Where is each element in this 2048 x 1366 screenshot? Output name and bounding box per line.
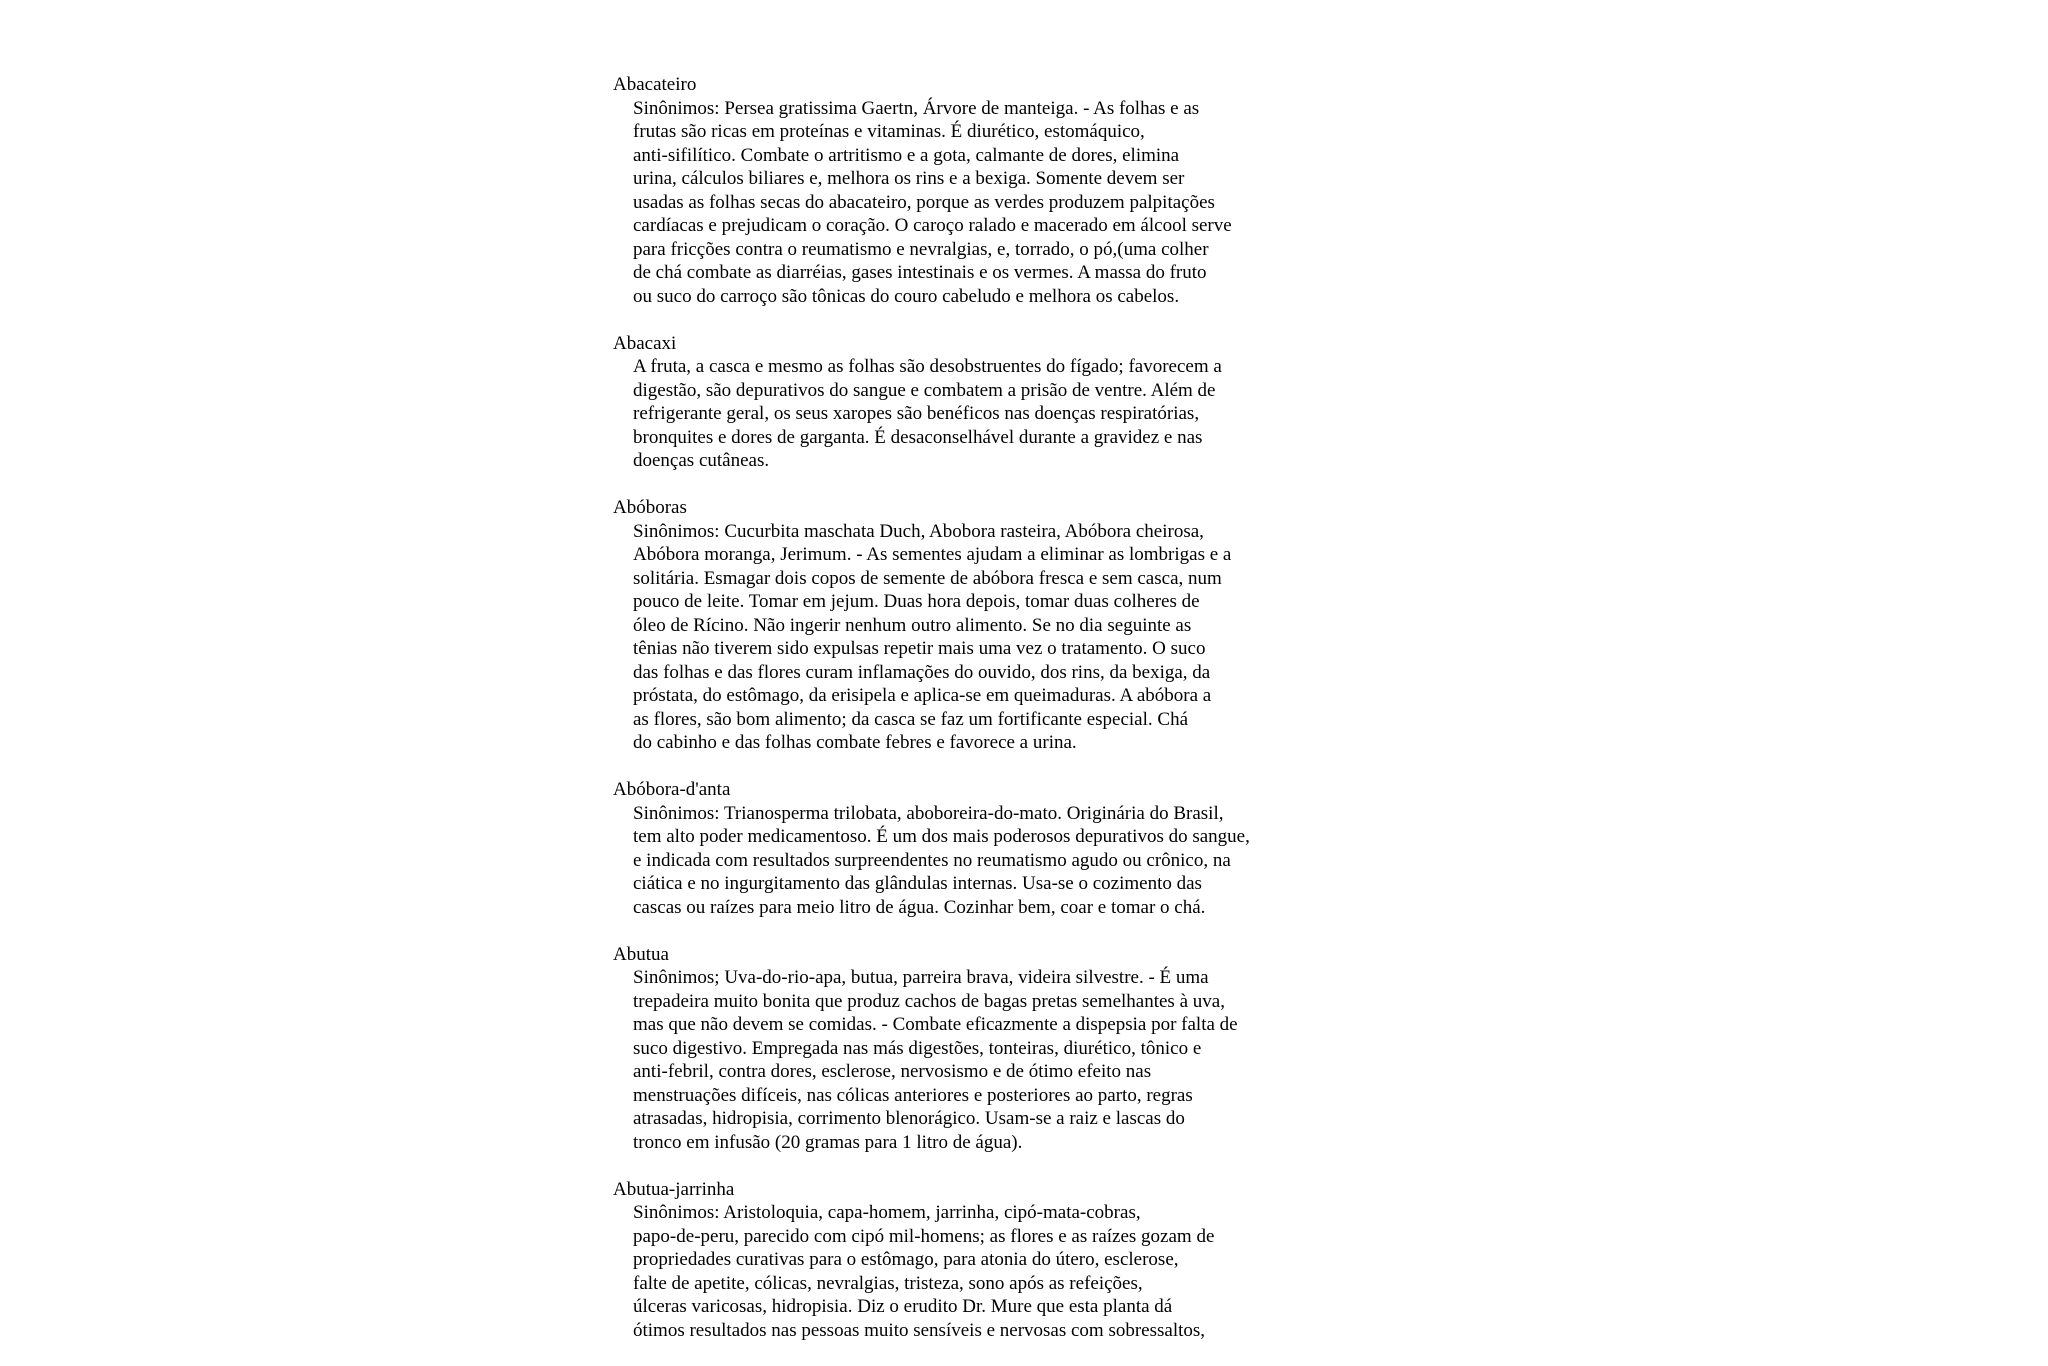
entry-text-line: Abóbora moranga, Jerimum. - As sementes ajudam a eliminar as lombrigas e a [633,544,1232,565]
entry-body [613,966,1433,1154]
entry-text-line: das folhas e das flores curam inflamações do ouvido, dos rins, da bexiga, da [633,661,1211,683]
entry-text-line: solitária. Esmagar dois copos de semente de abóbora fresca e sem casca, num [633,567,1222,589]
entry-text-line: óleo de Rícino. Não ingerir nenhum outro alimento. Se no dia seguinte as [633,614,1192,636]
entry-text-line: tênias não tiverem sido expulsas repetir mais uma vez o tratamento. O suco [633,638,1206,659]
entry-text-line: tronco em infusão (20 gramas para 1 litro de água). [633,1131,1023,1153]
plant-entry [613,496,1433,755]
entry-title: Abacaxi [613,332,677,354]
plant-entry [613,73,1433,308]
entry-text-line: próstata, do estômago, da erisipela e aplica-se em queimaduras. A abóbora a [633,685,1212,706]
entry-text-line: A fruta, a casca e mesmo as folhas são desobstruentes do fígado; favorecem a [633,356,1222,377]
plant-entry [613,332,1433,473]
entry-text-line: cardíacas e prejudicam o coração. O caroço ralado e macerado em álcool serve [633,215,1232,236]
entry-text-line: e indicada com resultados surpreendentes no reumatismo agudo ou crônico, na [633,849,1231,871]
entry-text-line: Sinônimos: Trianosperma trilobata, aboboreira-do-mato. Originária do Brasil, [633,802,1224,824]
entry-text-line: Sinônimos: Aristoloquia, capa-homem, jarrinha, cipó-mata-cobras, [633,1202,1141,1223]
entry-body [613,355,1433,473]
document-page [613,73,1433,1366]
entry-text-line: doenças cutâneas. [633,450,770,471]
entry-text-line: frutas são ricas em proteínas e vitaminas. É diurético, estomáquico, [633,121,1145,142]
entry-text-line: urina, cálculos biliares e, melhora os rins e a bexiga. Somente devem ser [633,168,1185,189]
entry-text-line: anti-sifilítico. Combate o artritismo e a gota, calmante de dores, elimina [633,144,1180,166]
plant-entry [613,1178,1433,1343]
entry-text-line: Sinônimos: Cucurbita maschata Duch, Abobora rasteira, Abóbora cheirosa, [633,520,1204,542]
entry-title: Abutua [613,943,669,965]
entry-title: Abóboras [613,497,687,518]
plant-entry [613,778,1433,919]
entry-text-line: digestão, são depurativos do sangue e combatem a prisão de ventre. Além de [633,379,1216,401]
entry-text-line: usadas as folhas secas do abacateiro, porque as verdes produzem palpitações [633,191,1215,213]
entry-title: Abóbora-d'anta [613,779,731,800]
entry-text-line: falte de apetite, cólicas, nevralgias, tristeza, sono após as refeições, [633,1272,1143,1294]
entry-text-line: do cabinho e das folhas combate febres e favorece a urina. [633,732,1077,753]
entry-text-line: ciática e no ingurgitamento das glândulas internas. Usa-se o cozimento das [633,873,1202,894]
entry-text-line: tem alto poder medicamentoso. É um dos mais poderosos depurativos do sangue, [633,826,1250,847]
entry-text-line: úlceras varicosas, hidropisia. Diz o erudito Dr. Mure que esta planta dá [633,1296,1173,1317]
entry-title: Abacateiro [613,74,697,95]
entry-title: Abutua-jarrinha [613,1178,735,1200]
entry-body [613,520,1433,755]
entry-text-line: Sinônimos; Uva-do-rio-apa, butua, parreira brava, videira silvestre. - É uma [633,967,1209,988]
entry-text-line: as flores, são bom alimento; da casca se faz um fortificante especial. Chá [633,708,1188,730]
entry-text-line: ótimos resultados nas pessoas muito sensíveis e nervosas com sobressaltos, [633,1319,1206,1341]
entry-text-line: anti-febril, contra dores, esclerose, nervosismo e de ótimo efeito nas [633,1061,1152,1082]
entry-body [613,802,1433,920]
entry-text-line: propriedades curativas para o estômago, para atonia do útero, esclerose, [633,1249,1179,1270]
entry-text-line: para fricções contra o reumatismo e nevralgias, e, torrado, o pó,(uma colher [633,238,1209,260]
entry-text-line: cascas ou raízes para meio litro de água. Cozinhar bem, coar e tomar o chá. [633,896,1206,918]
entry-text-line: atrasadas, hidropisia, corrimento blenorágico. Usam-se a raiz e lascas do [633,1108,1185,1129]
entry-text-line: mas que não devem se comidas. - Combate eficazmente a dispepsia por falta de [633,1014,1238,1035]
entry-text-line: suco digestivo. Empregada nas más digestões, tonteiras, diurético, tônico e [633,1037,1202,1059]
entry-text-line: Sinônimos: Persea gratissima Gaertn, Árvore de manteiga. - As folhas e as [633,97,1200,119]
entry-text-line: menstruações difíceis, nas cólicas anteriores e posteriores ao parto, regras [633,1084,1193,1106]
entry-text-line: pouco de leite. Tomar em jejum. Duas hora depois, tomar duas colheres de [633,591,1200,612]
entry-text-line: trepadeira muito bonita que produz cachos de bagas pretas semelhantes à uva, [633,990,1225,1012]
entry-text-line: refrigerante geral, os seus xaropes são benéficos nas doenças respiratórias, [633,403,1200,424]
entry-body [613,97,1433,309]
entry-body [613,1201,1433,1342]
entry-text-line: de chá combate as diarréias, gases intestinais e os vermes. A massa do fruto [633,262,1207,283]
entry-text-line: papo-de-peru, parecido com cipó mil-homens; as flores e as raízes gozam de [633,1225,1215,1247]
entry-text-line: bronquites e dores de garganta. É desaconselhável durante a gravidez e nas [633,426,1203,448]
plant-entry [613,943,1433,1155]
entry-text-line: ou suco do carroço são tônicas do couro cabeludo e melhora os cabelos. [633,285,1180,307]
